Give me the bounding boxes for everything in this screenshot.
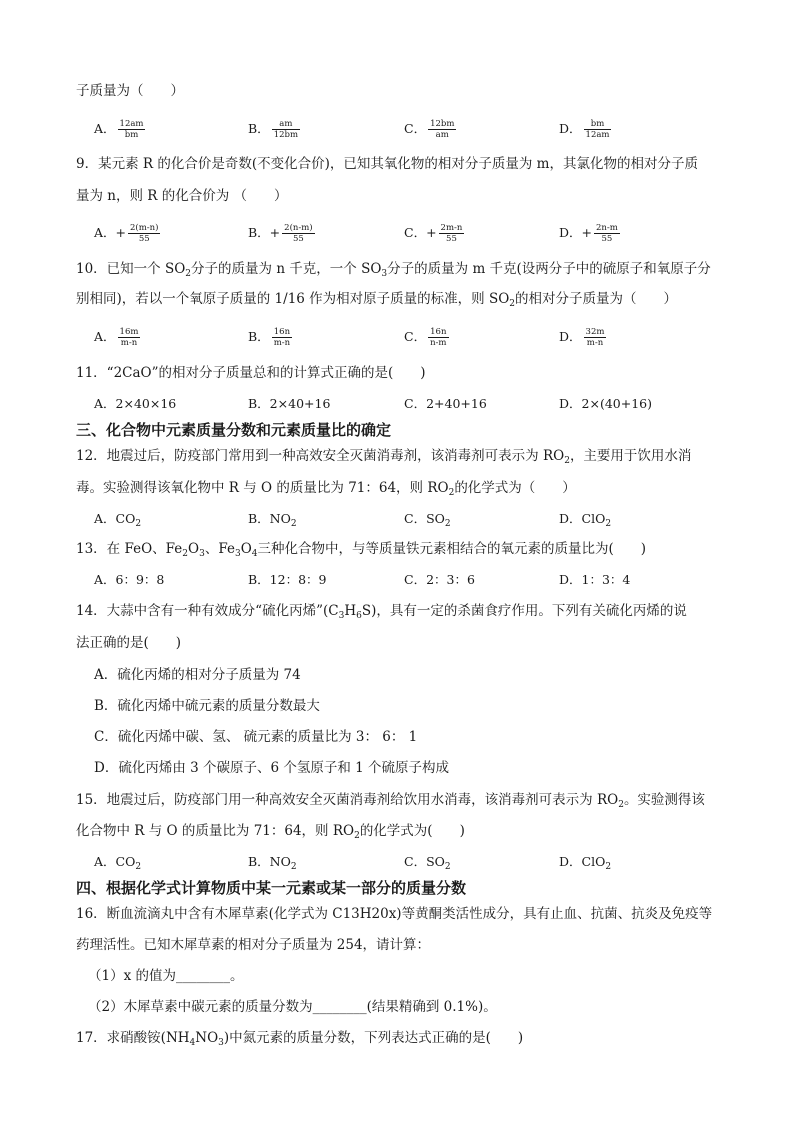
q14-option-b: B．硫化丙烯中硫元素的质量分数最大 bbox=[94, 698, 320, 714]
q8-option-d: D． $\frac{bm}{12am}$ bbox=[559, 119, 610, 140]
q14-option-c: C．硫化丙烯中碳、氢、 硫元素的质量比为 3： 6： 1 bbox=[94, 729, 418, 745]
q17-stem: 17．求硝酸铵$(NH_4NO_3)$中氮元素的质量分数，下列表达式正确的是( ) bbox=[76, 1030, 524, 1048]
q11-option-b: B．2×40+16 bbox=[248, 396, 331, 411]
q14-line-2: 法正确的是( ) bbox=[76, 635, 182, 651]
q8-option-a: A． $\frac{12am}{bm}$ bbox=[94, 119, 144, 140]
q10-option-b: B． $\frac{16n}{m-n}$ bbox=[248, 327, 291, 348]
q8-option-b: B． $\frac{am}{12bm}$ bbox=[248, 119, 299, 140]
q13-option-b: B．12：8：9 bbox=[248, 572, 327, 587]
q11-option-a: A．2×40×16 bbox=[94, 396, 177, 411]
q11-stem: 11．“2CaO”的相对分子质量总和的计算式正确的是( ) bbox=[76, 365, 426, 381]
q10-option-c: C． $\frac{16n}{n-m}$ bbox=[404, 327, 447, 348]
q12-option-c: C．$SO_2$ bbox=[404, 511, 451, 529]
q11-option-c: C．2+40+16 bbox=[404, 396, 487, 411]
q10-line-2: 别相同)，若以一个氧原子质量的 1/16 作为相对原子质量的标准，则 $SO_2$的相对分子质量为（ ） bbox=[76, 291, 678, 309]
q13-option-c: C．2：3：6 bbox=[404, 572, 475, 587]
q9-line-1: 9．某元素 R 的化合价是奇数(不变化合价)，已知其氧化物的相对分子质量为 m，其氯化物的相对分子质 bbox=[76, 156, 698, 172]
section-4-heading: 四、根据化学式计算物质中某一元素或某一部分的质量分数 bbox=[76, 879, 467, 897]
q14-line-1: 14．大蒜中含有一种有效成分“硫化丙烯$”(C_3H_6S)$，具有一定的杀菌食疗作用。下列有关硫化丙烯的说 bbox=[76, 603, 687, 621]
q9-option-d: D．+ $\frac{2n-m}{55}$ bbox=[559, 223, 618, 244]
q10-option-a: A． $\frac{16m}{m-n}$ bbox=[94, 327, 139, 348]
q8-option-c: C． $\frac{12bm}{am}$ bbox=[404, 119, 455, 140]
q16-sub-2: （2）木犀草素中碳元素的质量分数为________(结果精确到 0.1%)。 bbox=[88, 999, 497, 1015]
q15-option-d: D．ClO$_2$ bbox=[559, 854, 612, 872]
q14-option-a: A．硫化丙烯的相对分子质量为 74 bbox=[94, 667, 301, 683]
q15-line-2: 化合物中 R 与 O 的质量比为 71：64，则 $RO_2$的化学式为( ) bbox=[76, 823, 465, 841]
q16-sub-1: （1）x 的值为________。 bbox=[88, 968, 244, 984]
q13-option-a: A．6：9：8 bbox=[94, 572, 165, 587]
q15-option-c: C．$SO_2$ bbox=[404, 854, 451, 872]
q12-option-b: B．$NO_2$ bbox=[248, 511, 297, 529]
q15-option-a: A．$CO_2$ bbox=[94, 854, 142, 872]
q8-tail: 子质量为（ ） bbox=[76, 83, 184, 99]
q9-line-2: 量为 n，则 R 的化合价为 （ ） bbox=[76, 188, 288, 204]
q9-option-b: B．+ $\frac{2(n-m)}{55}$ bbox=[248, 223, 313, 244]
q9-option-c: C．+ $\frac{2m-n}{55}$ bbox=[404, 223, 463, 244]
q11-option-d: D．2×(40+16) bbox=[559, 396, 652, 411]
q9-option-a: A．+ $\frac{2(m-n)}{55}$ bbox=[94, 223, 159, 244]
q13-stem: 13．在 FeO、$Fe_2O_3$、$Fe_3O_4$三种化合物中，与等质量铁元素相结合的氧元素的质量比为( ) bbox=[76, 541, 647, 559]
q16-line-1: 16．断血流滴丸中含有木犀草素(化学式为 C13H20x)等黄酮类活性成分，具有止血、抗菌、抗炎及免疫等 bbox=[76, 906, 713, 922]
q14-option-d: D．硫化丙烯由 3 个碳原子、6 个氢原子和 1 个硫原子构成 bbox=[94, 760, 450, 776]
q10-line-1: 10．已知一个 $SO_2$分子的质量为 n 千克，一个 $SO_3$分子的质量为 m 千克(设两分子中的硫原子和氧原子分 bbox=[76, 261, 711, 279]
q12-option-d: D．ClO$_2$ bbox=[559, 511, 612, 529]
q12-option-a: A．$CO_2$ bbox=[94, 511, 142, 529]
section-3-heading: 三、化合物中元素质量分数和元素质量比的确定 bbox=[76, 421, 392, 439]
q12-line-1: 12．地震过后，防疫部门常用到一种高效安全灭菌消毒剂，该消毒剂可表示为 $RO_2$，主要用于饮用水消 bbox=[76, 448, 692, 466]
q16-line-2: 药理活性。已知木犀草素的相对分子质量为 254，请计算： bbox=[76, 937, 431, 953]
q10-option-d: D． $\frac{32m}{m-n}$ bbox=[559, 327, 605, 348]
q15-option-b: B．$NO_2$ bbox=[248, 854, 297, 872]
q12-line-2: 毒。实验测得该氧化物中 R 与 O 的质量比为 71：64，则 $RO_2$的化学式为（ ） bbox=[76, 480, 576, 498]
q15-line-1: 15．地震过后，防疫部门用一种高效安全灭菌消毒剂给饮用水消毒，该消毒剂可表示为 $RO_2$。实验测得该 bbox=[76, 792, 705, 810]
q13-option-d: D．1：3：4 bbox=[559, 572, 631, 587]
